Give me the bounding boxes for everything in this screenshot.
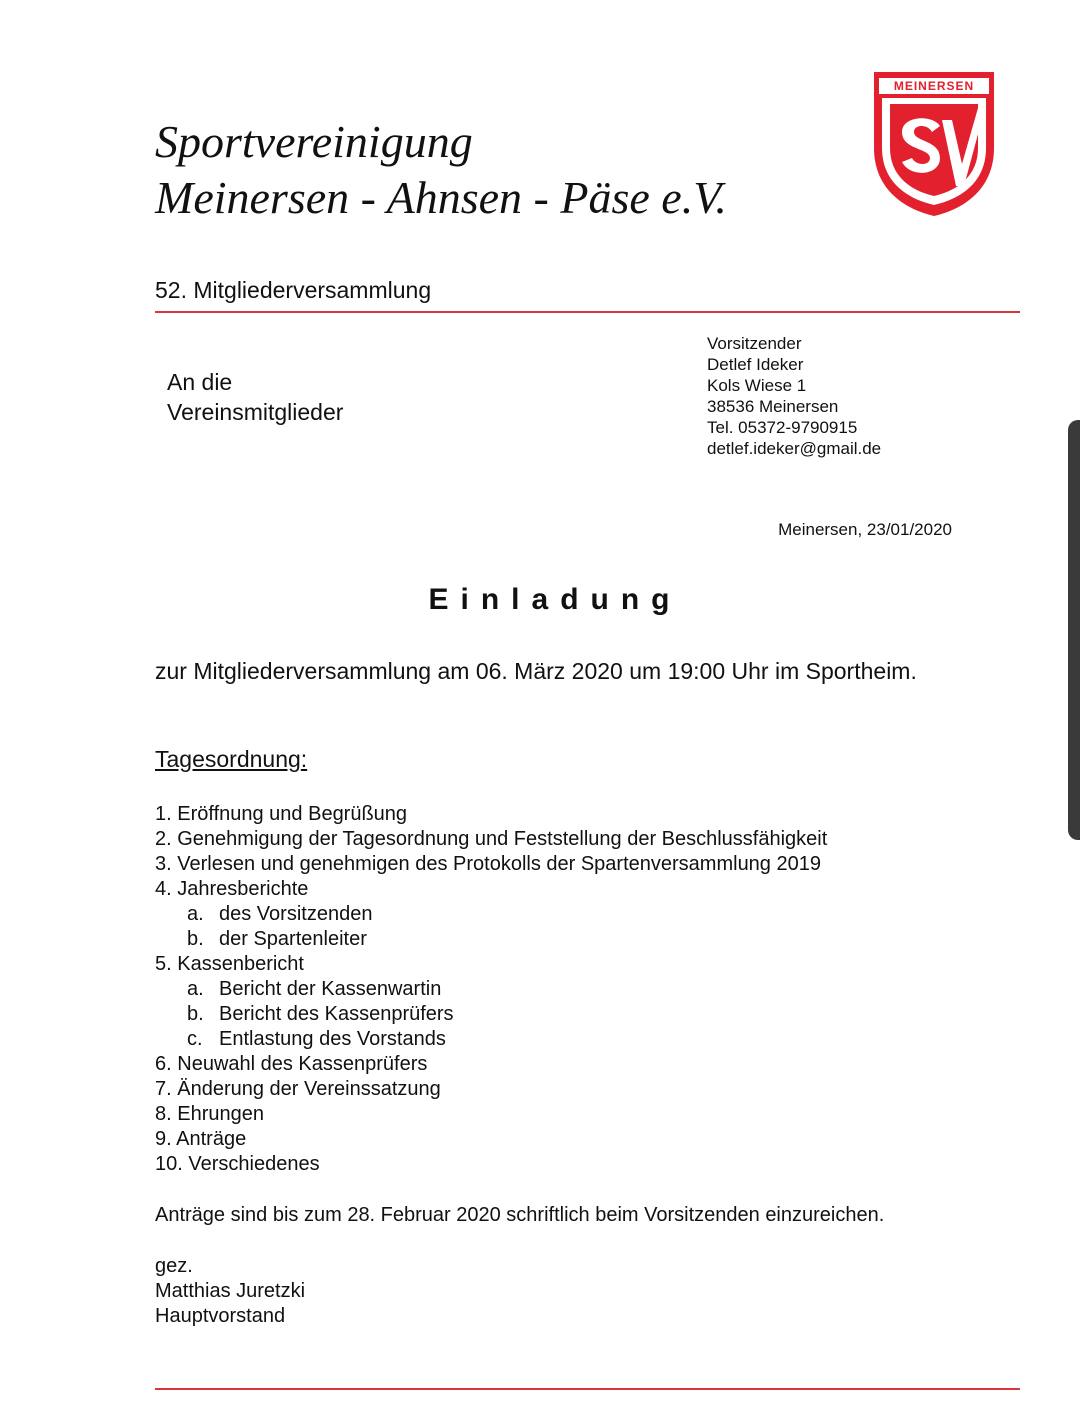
header-divider <box>155 311 1020 313</box>
agenda-item: 2. Genehmigung der Tagesordnung und Feststellung der Beschlussfähigkeit <box>155 828 828 850</box>
signature-name: Matthias Juretzki <box>155 1280 306 1302</box>
recipient-block <box>167 367 343 427</box>
agenda-list <box>155 802 827 1177</box>
agenda-item: 10. Verschiedenes <box>155 1153 320 1175</box>
agenda-item: 6. Neuwahl des Kassenprüfers <box>155 1053 428 1075</box>
signature-block <box>155 1254 305 1329</box>
invitation-heading: Einladung <box>428 583 682 616</box>
deadline-note: Anträge sind bis zum 28. Februar 2020 schriftlich beim Vorsitzenden einzureichen. <box>155 1204 885 1226</box>
sender-block <box>707 333 881 459</box>
agenda-title: Tagesordnung <box>155 746 301 772</box>
agenda-subitem: a. des Vorsitzenden <box>187 903 373 925</box>
recipient-line-1: An die <box>167 369 233 395</box>
agenda-subitem: b. der Spartenleiter <box>187 928 367 950</box>
club-name-line-2: Meinersen - Ahnsen - Päse e.V. <box>155 172 727 223</box>
agenda-item: 9. Anträge <box>155 1128 247 1150</box>
agenda-title-colon: : <box>300 746 308 772</box>
scrollbar-thumb[interactable] <box>1068 420 1080 840</box>
agenda-item: 4. Jahresberichte <box>155 878 309 900</box>
recipient-line-2: Vereinsmitglieder <box>167 399 344 425</box>
agenda-item: 3. Verlesen und genehmigen des Protokolls der Spartenversammlung 2019 <box>155 853 821 875</box>
signature-prefix: gez. <box>155 1255 193 1277</box>
meeting-subtitle: 52. Mitgliederversammlung <box>155 277 432 303</box>
club-logo <box>870 68 998 220</box>
agenda-item: 7. Änderung der Vereinssatzung <box>155 1078 441 1100</box>
footer-divider <box>155 1388 1020 1390</box>
agenda-heading <box>155 746 307 773</box>
agenda-item: 8. Ehrungen <box>155 1103 264 1125</box>
sender-name: Detlef Ideker <box>707 355 804 374</box>
date-line: Meinersen, 23/01/2020 <box>778 520 952 539</box>
sender-street: Kols Wiese 1 <box>707 376 807 395</box>
agenda-subitem: c. Entlastung des Vorstands <box>187 1028 446 1050</box>
invitation-text: zur Mitgliederversammlung am 06. März 2020 um 19:00 Uhr im Sportheim. <box>155 658 917 684</box>
agenda-item: 5. Kassenbericht <box>155 953 304 975</box>
sender-email: detlef.ideker@gmail.de <box>707 439 882 458</box>
signature-role: Hauptvorstand <box>155 1305 286 1327</box>
logo-top-text: MEINERSEN <box>893 79 975 93</box>
agenda-subitem: a. Bericht der Kassenwartin <box>187 978 442 1000</box>
sender-phone: Tel. 05372-9790915 <box>707 418 858 437</box>
sender-role: Vorsitzender <box>707 334 802 353</box>
sender-city: 38536 Meinersen <box>707 397 839 416</box>
agenda-subitem: b. Bericht des Kassenprüfers <box>187 1003 454 1025</box>
agenda-item: 1. Eröffnung und Begrüßung <box>155 803 408 825</box>
club-name-line-1: Sportvereinigung <box>155 116 473 167</box>
